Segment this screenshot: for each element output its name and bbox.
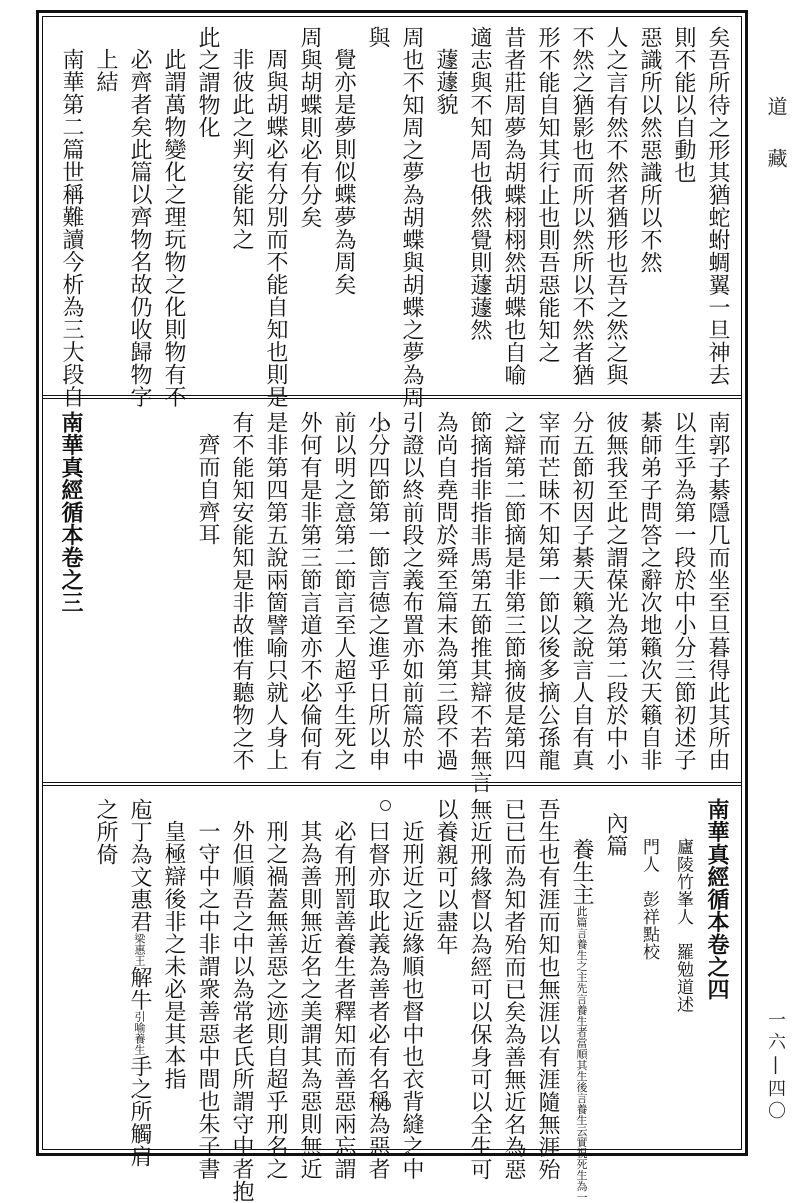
text-column [122,411,156,774]
text-column: 有不能知安能知是非故惟有聽物之不 [229,411,254,771]
chapter-note: 實視死生為一 [575,1136,588,1203]
text-column: 覺亦是夢則似蝶夢為周矣 [331,48,356,296]
text-column: 非彼此之判安能知之 [229,48,254,251]
edition-mark: 道藏 [764,96,788,200]
text-column: 南郭子綦隱几而坐至旦暮得此其所由 [705,411,730,771]
panel-bottom [42,788,742,1203]
text-segment: 手之所觸肩 [127,1055,152,1168]
text-column: 周與胡蝶則必有分矣 [297,26,322,229]
text-column: 蘧蘧貌 [433,48,458,116]
text-column: 上結 [93,48,118,93]
text-columns [50,411,734,794]
text-column: 以生乎為第一段於中小分三節初述子 [671,411,696,771]
circle-mark [379,420,390,431]
text-column: 之辯第二節摘是非第三節摘彼是第四 [501,411,526,771]
text-column: 周也不知周之夢為胡蝶與胡蝶之夢為周 [399,26,424,409]
text-column: 此之謂物化 [195,26,220,139]
text-column: 綦師弟子問答之辭次地籟次天籟自非 [637,411,662,771]
panel-divider [42,782,742,786]
circle-mark [380,800,391,811]
panel-top [42,16,742,409]
text-column: 曰督亦取此義為善者必有名稱為惡者 [365,820,390,1180]
chapter-note: 者當順其生後言養生云 [575,1026,588,1137]
volume-end-title: 南華真經循本卷之三 [58,411,84,614]
text-column [88,411,122,774]
text-column: 人之言有然不然者猶形也吾之然之與 [603,26,628,386]
text-column: 一守中之中非謂衆善惡中間也朱子書 [195,820,220,1180]
text-column: 必齊者矣此篇以齊物名故仍收歸物字 [127,48,152,408]
text-column: 刑之禍蓋無善惡之迹則自超乎刑名之 [263,820,288,1180]
text-segment: 解牛 [127,966,152,1011]
editor-line: 門人 彭祥點校 [639,838,659,961]
chapter-title: 養生主 [569,838,594,906]
text-column: 其為善則無近名之美謂其為惡則無近 [297,820,322,1180]
circle-mark [380,1100,391,1111]
text-column: 周與胡蝶必有分別而不能自知也則是 [263,48,288,408]
text-column: 宰而芒昧不知第一節以後多摘公孫龍 [535,411,560,771]
text-column: 吾生也有涯而知也無涯以有涯隨無涯殆 [535,798,560,1181]
text-columns [50,798,734,1203]
text-column: 昔者莊周夢為胡蝶栩栩然胡蝶也自喻 [501,26,526,386]
text-column: 矣吾所待之形其猶蛇蚹蜩翼一旦神去 [705,26,730,386]
text-column: 外但順吾之中以為常老氏所謂守中者抱 [229,820,254,1203]
text-column [156,411,190,774]
volume-title: 南華真經循本卷之四 [704,798,730,1001]
text-column: 惡識所以然惡識所以不然 [637,26,662,274]
text-column: 已已而為知者殆而已矣為善無近名為惡 [501,798,526,1181]
text-column [122,798,156,1168]
text-column: 皇極辯後非之未必是其本指 [161,820,186,1090]
panel-middle [42,401,742,794]
inline-note: 引喻養生 [133,1011,146,1055]
text-column: 不然之猶影也而所以然所以不然者猶 [569,26,594,386]
text-column: 適志與不知周也俄然覺則蘧蘧然 [467,26,492,341]
chapter-note: 此篇言養生之主先言養生 [575,905,588,1027]
text-column: 分五節初因子綦天籟之說言人自有真 [569,411,594,771]
text-column: 外何有是非第三節言道亦不必倫何有 [297,411,322,771]
text-column: 彼無我至此之謂葆光為第二段於中小 [603,411,628,771]
text-column: 南華第二篇世稱難讀今析為三大段自 [59,48,84,408]
text-column: 小分四節第一節言德之進乎日所以申 [365,411,390,771]
text-column: 以養親可以盡年 [433,798,458,956]
page-number: 一六|四〇 [765,1010,786,1123]
section-heading: 內篇 [603,812,628,857]
text-column: 必有刑罰善養生者釋知而善惡兩忘謂 [331,820,356,1180]
panel-divider [42,395,742,399]
text-column: 節摘指非指非馬第五節推其辯不若無言 [467,411,492,794]
chapter-heading [564,798,598,1203]
text-column: 無近刑緣督以為經可以保身可以全生可 [467,798,492,1181]
author-line: 廬陵竹峯人 羅勉道述 [673,838,693,1013]
text-column: 齊而自齊耳 [195,433,220,546]
text-column: 引證以終前段之義布置亦如前篇於中 [399,411,424,771]
inline-note: 梁惠王 [133,933,146,966]
text-column: 則不能以自動也 [671,26,696,184]
text-column: 是非第四第五說兩箇譬喻只就人身上 [263,411,288,771]
text-column: 與 [365,26,390,49]
page-frame [36,10,748,1203]
text-segment: 庖丁為文惠君 [127,798,152,933]
text-column: 形不能自知其行止也則吾惡能知之 [535,26,560,364]
text-column: 近刑近之近緣順也督中也衣背縫之中 [399,820,424,1180]
text-columns [50,26,734,409]
text-column: 為尚自堯問於舜至篇末為第三段不過 [433,411,458,771]
text-column: 之所倚 [93,798,118,866]
text-column: 此謂萬物變化之理玩物之化則物有不 [161,48,186,408]
text-column: 前以明之意第二節言至人超乎生死之 [331,411,356,771]
